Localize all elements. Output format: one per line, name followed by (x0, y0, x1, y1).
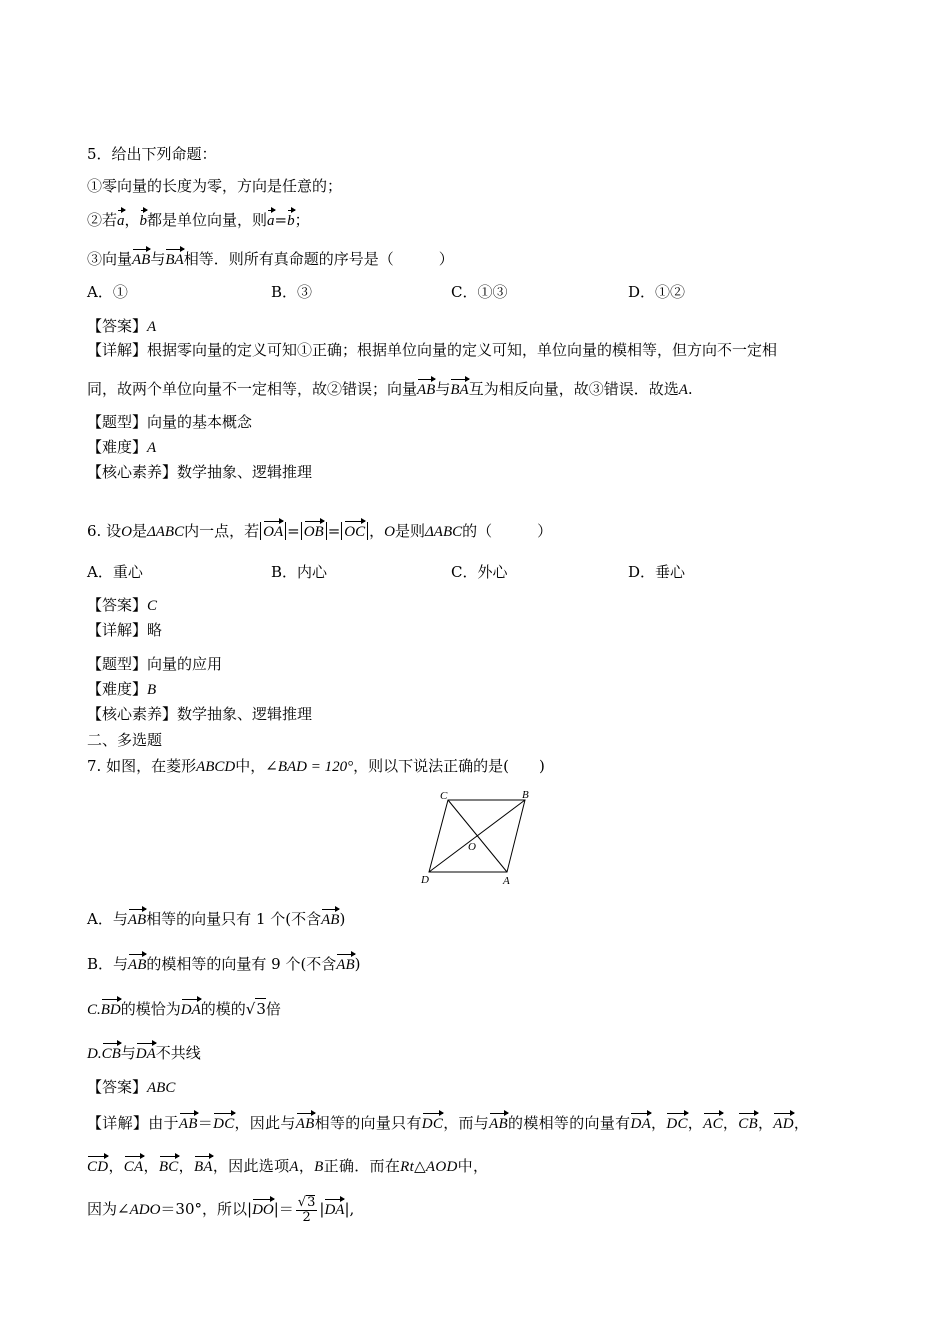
q7-answer: 【答案】ABC (87, 1078, 176, 1096)
label-c: C (440, 790, 448, 802)
diagonal-bd (429, 800, 525, 872)
q5-difficulty: 【难度】A (87, 438, 157, 456)
q5-type: 【题型】向量的基本概念 (87, 413, 253, 431)
q6-option-c: C．外心 (451, 563, 508, 581)
q5-option-b: B．③ (271, 283, 313, 301)
q5-option-c: C．①③ (451, 283, 508, 301)
sqrt3-over-2: $\frac{√3}{2}$ (297, 1195, 316, 1225)
q6-type: 【题型】向量的应用 (87, 655, 223, 673)
q7-detail-line-2: CD，CA，BC，BA，因此选项A，B正确．而在Rt△AOD中， (87, 1157, 489, 1175)
q5-answer: 【答案】A (87, 317, 157, 335)
q7-option-b: B．与AB的模相等的向量有 9 个(不含AB) (87, 955, 361, 973)
q6-option-a: A．重心 (87, 563, 143, 581)
q5-option-d: D．①② (628, 283, 686, 301)
q5-proposition-1: ①零向量的长度为零，方向是任意的； (87, 177, 343, 195)
q6-detail: 【详解】略 (87, 621, 163, 639)
q5-core-literacy: 【核心素养】数学抽象、逻辑推理 (87, 463, 313, 481)
q6-difficulty: 【难度】B (87, 680, 157, 698)
label-d: D (421, 874, 429, 886)
section-title: 二、多选题 (87, 731, 163, 749)
q6-core-literacy: 【核心素养】数学抽象、逻辑推理 (87, 705, 313, 723)
q5-option-a: A．① (87, 283, 128, 301)
q6-stem: 6. 设O是ΔABC内一点，若 OA = OB = OC ，O是则ΔABC的（ ） (87, 522, 553, 540)
q5-proposition-3: ③向量AB与BA相等．则所有真命题的序号是（ ） (87, 250, 454, 268)
q6-answer: 【答案】C (87, 596, 158, 614)
label-b: B (522, 789, 529, 801)
q6-option-d: D．垂心 (628, 563, 686, 581)
rhombus-figure (415, 788, 540, 888)
q7-option-a: A．与AB相等的向量只有 1 个(不含AB) (87, 910, 346, 928)
q6-option-b: B．内心 (271, 563, 328, 581)
q7-detail-line-3: 因为∠ADO＝30°，所以|DO|＝ $\frac{√3}{2}$ |DA|, (87, 1195, 355, 1225)
q7-option-c: C.BD的模恰为DA的模的√3倍 (87, 1000, 281, 1018)
q7-detail-line-1: 【详解】由于AB＝DC，因此与AB相等的向量只有DC，而与AB的模相等的向量有DA，DC，AC，CB，AD， (87, 1114, 810, 1132)
label-o: O (468, 841, 476, 853)
q7-stem: 7. 如图，在菱形ABCD中，∠BAD = 120°，则以下说法正确的是( ) (87, 757, 545, 775)
label-a: A (503, 875, 510, 887)
q5-stem: 5．给出下列命题： (87, 145, 217, 163)
q7-option-d: D.CB与DA不共线 (87, 1044, 201, 1062)
q5-detail-line-1: 【详解】根据零向量的定义可知①正确；根据单位向量的定义可知，单位向量的模相等，但方向不一定相 (87, 341, 778, 359)
q5-proposition-2: ②若a，b都是单位向量，则a=b； (87, 211, 310, 229)
q5-detail-line-2: 同，故两个单位向量不一定相等，故②错误；向量AB与BA互为相反向量，故③错误．故选A. (87, 380, 693, 398)
